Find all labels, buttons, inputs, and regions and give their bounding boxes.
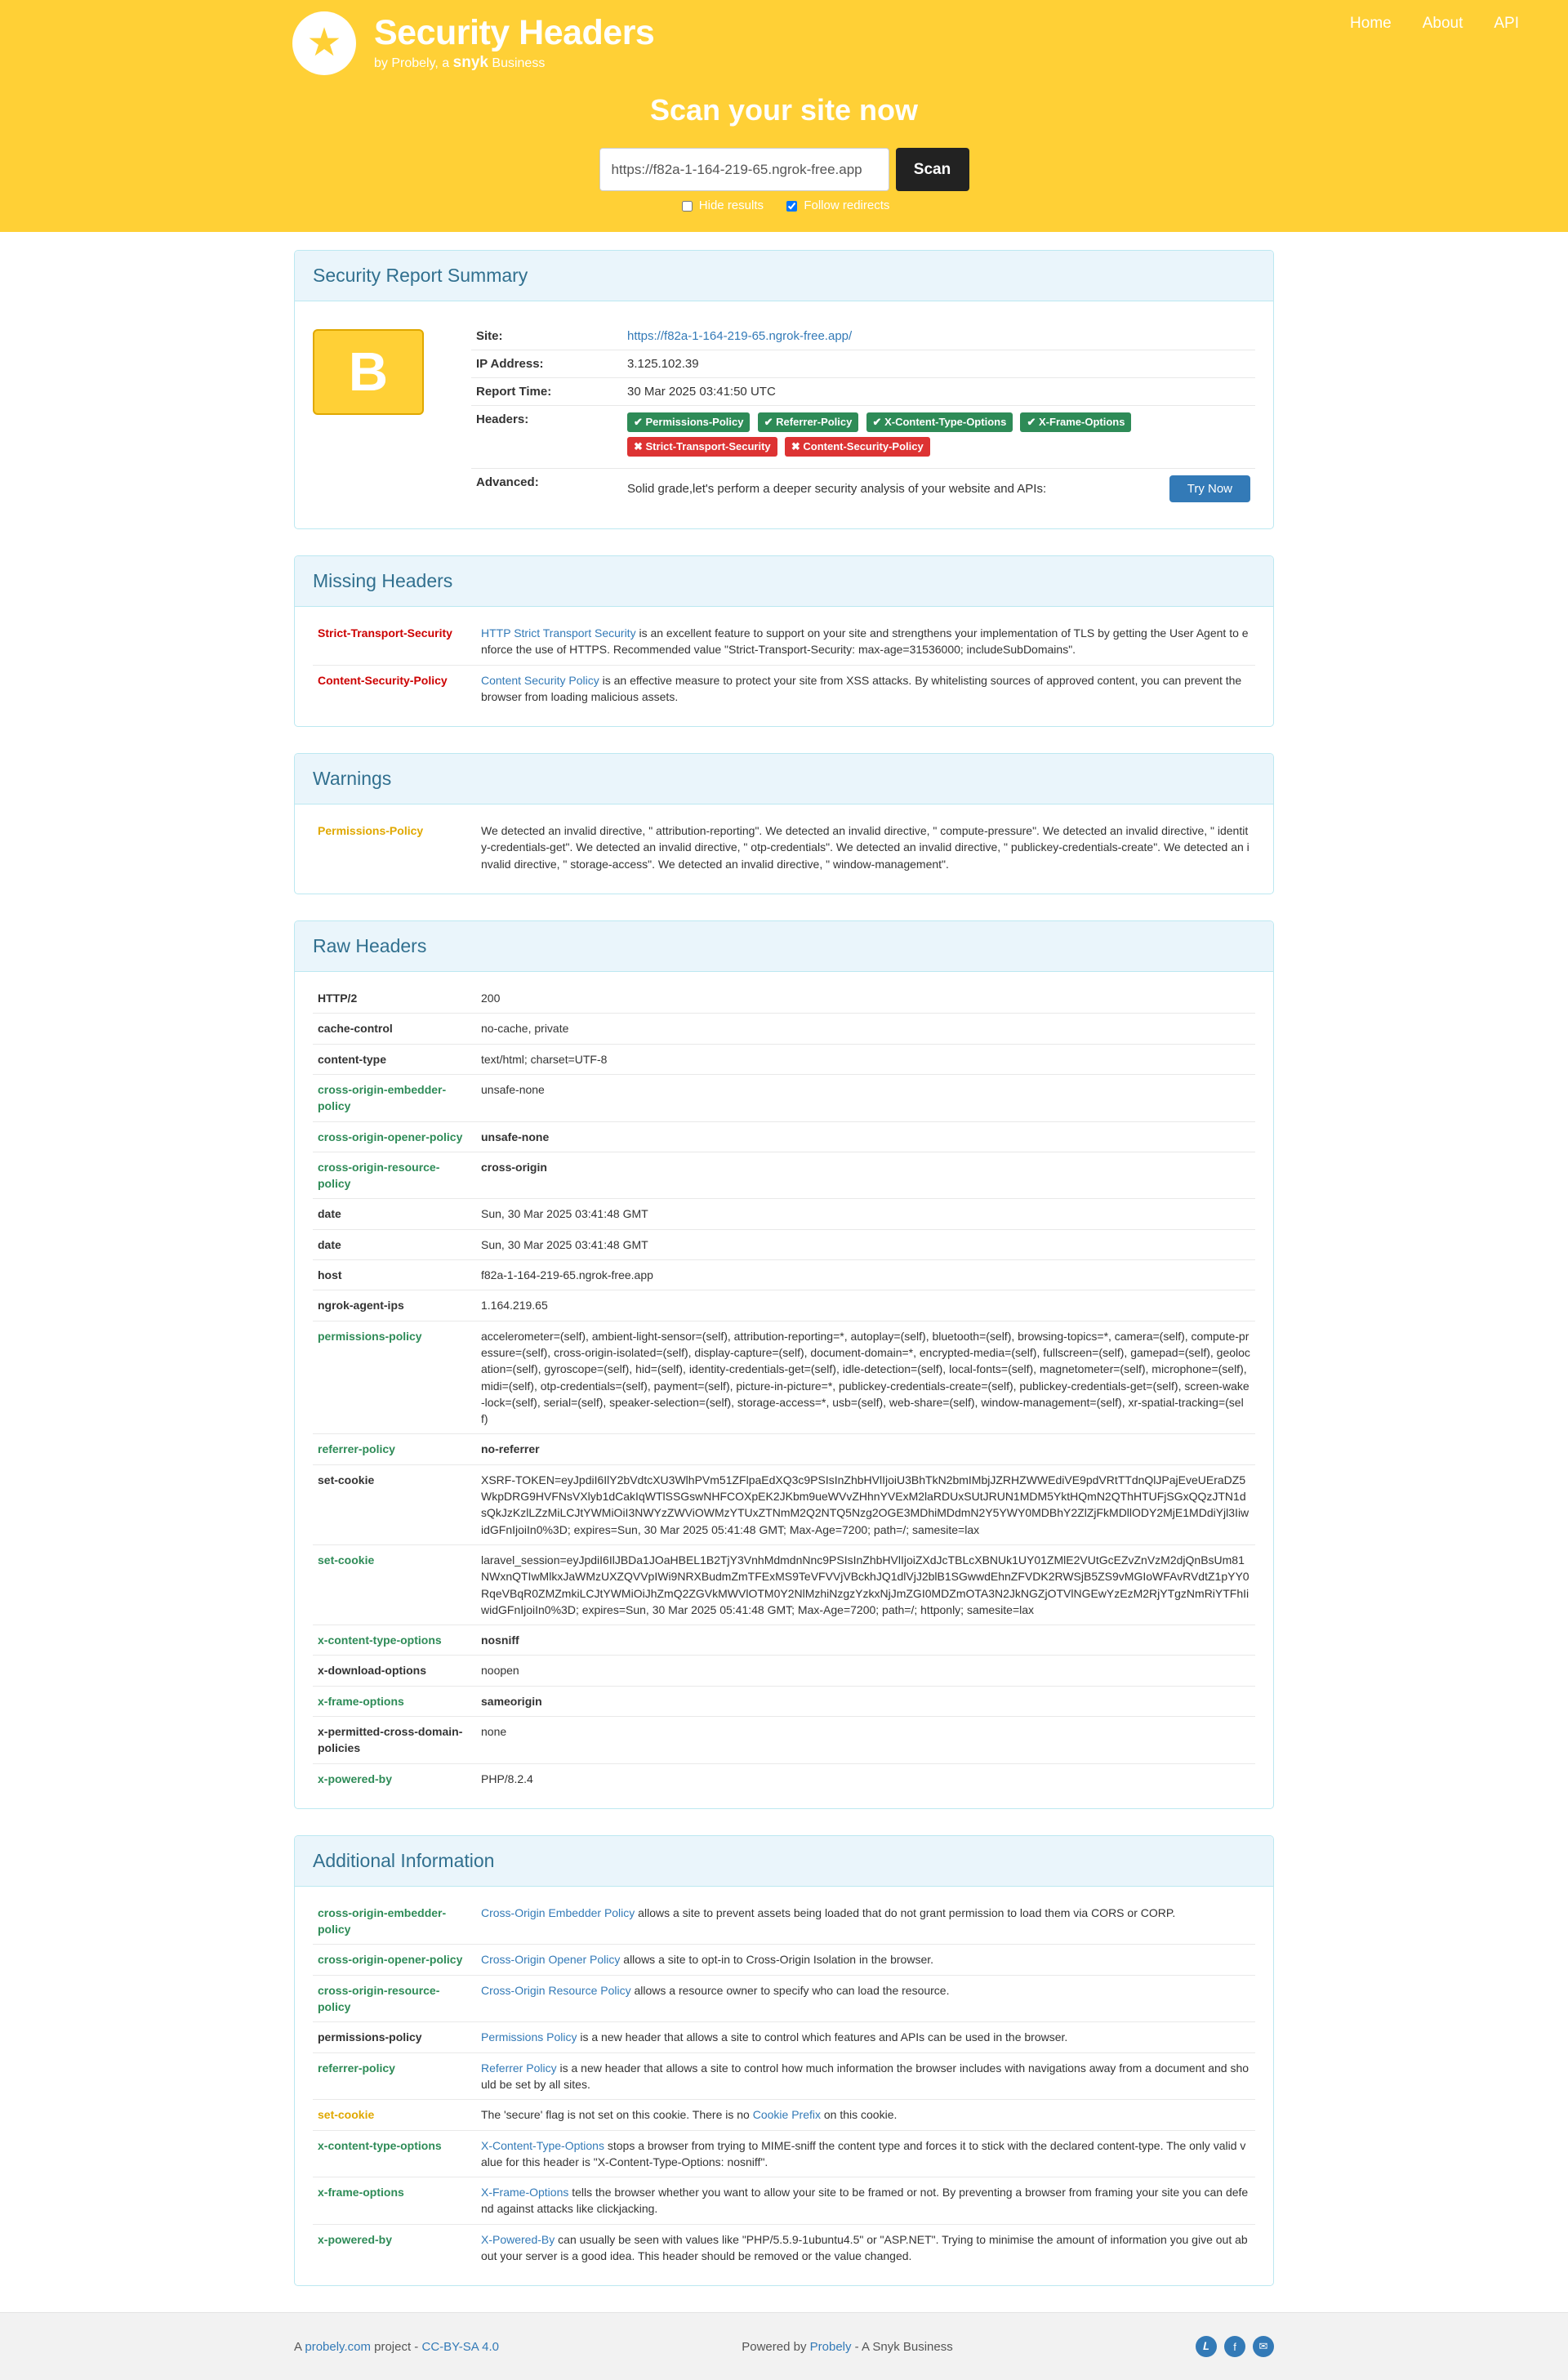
brand-subtitle-post: Business	[488, 56, 546, 70]
hide-results-option[interactable]	[679, 198, 768, 212]
missing-header-link[interactable]: HTTP Strict Transport Security	[481, 626, 636, 640]
additional-header-link[interactable]: Cross-Origin Resource Policy	[481, 1983, 631, 1997]
table-row	[313, 1321, 1255, 1434]
scan-url-input[interactable]	[599, 148, 889, 191]
status-badge: ✔ Referrer-Policy	[758, 412, 859, 432]
raw-header-name: x-content-type-options	[313, 1625, 476, 1656]
additional-header-text: allows a resource owner to specify who can load the resource.	[630, 1983, 950, 1997]
follow-redirects-checkbox[interactable]	[786, 201, 797, 212]
raw-header-name: HTTP/2	[313, 983, 476, 1014]
status-badge: ✖ Strict-Transport-Security	[627, 437, 777, 457]
raw-header-value: text/html; charset=UTF-8	[476, 1044, 1255, 1074]
powered-post-text: - A Snyk Business	[851, 2339, 953, 2354]
table-row	[313, 1763, 1255, 1794]
missing-panel-body	[295, 607, 1273, 726]
additional-header-text: allows a site to prevent assets being loaded that do not grant permission to load them via CORS or CORP.	[635, 1905, 1176, 1919]
raw-header-name: x-powered-by	[318, 1772, 393, 1785]
table-row	[313, 1199, 1255, 1229]
email-icon[interactable]: ✉	[1253, 2336, 1274, 2357]
additional-header-name: x-powered-by	[318, 2232, 393, 2246]
advanced-cell	[622, 469, 1255, 510]
missing-header-desc	[476, 665, 1255, 711]
additional-panel-title: Additional Information	[295, 1836, 1273, 1887]
summary-panel-title: Security Report Summary	[295, 251, 1273, 301]
report-time-value: 30 Mar 2025 03:41:50 UTC	[622, 378, 1255, 406]
scan-button[interactable]: Scan	[896, 148, 969, 191]
warnings-table	[313, 816, 1255, 879]
raw-header-name: x-frame-options	[313, 1686, 476, 1716]
brand[interactable]	[0, 11, 1568, 75]
additional-header-text: The 'secure' flag is not set on this cookie. There is no	[481, 2108, 753, 2122]
raw-header-name: x-permitted-cross-domain-policies	[313, 1716, 476, 1763]
scan-form	[0, 148, 1568, 191]
missing-header-desc	[476, 618, 1255, 665]
cookie-prefix-link[interactable]: Cookie Prefix	[752, 2108, 821, 2122]
raw-headers-panel-title: Raw Headers	[295, 921, 1273, 972]
raw-headers-panel-body	[295, 972, 1273, 1808]
table-row	[313, 1464, 1255, 1544]
raw-header-value: accelerometer=(self), ambient-light-sensor=(self), attribution-reporting=*, autoplay=(self), bluetooth=(self), browsing-topics=*, camera=(self), compute-pressure=(self), cross-origin-isolated=(self), display-capture=(self), document-domain=*, encrypted-media=(self), fullscreen=(self), gamepad=(self), geolocation=(self), gyroscope=(self), hid=(self), identity-credentials-get=(self), idle-detection=(self), local-fonts=(self), magnetometer=(self), microphone=(self), midi=(self), otp-credentials=(self), payment=(self), picture-in-picture=*, publickey-credentials-create=(self), publickey-credentials-get=(self), screen-wake-lock=(self), serial=(self), speaker-selection=(self), storage-access=*, usb=(self), web-share=(self), window-management=(self), xr-spatial-tracking=(self)	[476, 1321, 1255, 1434]
additional-header-link[interactable]: Cross-Origin Embedder Policy	[481, 1905, 635, 1919]
raw-header-name: referrer-policy	[313, 1434, 476, 1464]
additional-header-desc	[476, 2130, 1255, 2177]
raw-header-value: sameorigin	[476, 1686, 1255, 1716]
raw-header-value: PHP/8.2.4	[481, 1772, 533, 1785]
raw-header-value: unsafe-none	[476, 1074, 1255, 1121]
raw-header-value: f82a-1-164-219-65.ngrok-free.app	[476, 1260, 1255, 1290]
advanced-label: Advanced:	[476, 475, 539, 489]
summary-table	[471, 323, 1255, 509]
try-now-button[interactable]: Try Now	[1169, 475, 1250, 502]
footer-powered-by	[742, 2340, 952, 2354]
raw-header-name: set-cookie	[313, 1544, 476, 1625]
scan-options	[0, 198, 1568, 214]
additional-header-link[interactable]: X-Powered-By	[481, 2232, 555, 2246]
additional-header-desc	[476, 1945, 1255, 1975]
raw-header-name: permissions-policy	[313, 1321, 476, 1434]
raw-header-name: date	[313, 1229, 476, 1259]
additional-header-desc	[476, 2052, 1255, 2100]
star-logo-icon: ★	[292, 11, 356, 75]
additional-header-text: stops a browser from trying to MIME-sniff the content type and forces it to stick with the declared content-type. The only valid value for this header is "X-Content-Type-Options: nosniff".	[481, 2138, 1246, 2168]
table-row	[313, 1260, 1255, 1290]
table-row	[313, 2130, 1255, 2177]
additional-header-text: allows a site to opt-in to Cross-Origin Isolation in the browser.	[620, 1953, 934, 1967]
twitter-icon[interactable]: 𝑳	[1196, 2336, 1217, 2357]
footer-pre-text: A	[294, 2339, 305, 2354]
additional-header-name: referrer-policy	[313, 2052, 476, 2100]
additional-header-desc	[476, 1898, 1255, 1945]
table-row	[313, 665, 1255, 711]
summary-row-time	[471, 378, 1255, 406]
raw-header-value: 200	[476, 983, 1255, 1014]
hide-results-checkbox[interactable]	[682, 201, 693, 212]
summary-row-headers	[471, 406, 1255, 469]
powered-probely-link[interactable]: Probely	[809, 2339, 852, 2354]
warnings-panel-title: Warnings	[295, 754, 1273, 804]
license-link[interactable]: CC-BY-SA 4.0	[421, 2339, 499, 2354]
raw-header-value: no-cache, private	[476, 1014, 1255, 1044]
security-report-summary-panel	[294, 250, 1274, 529]
additional-header-desc	[476, 2224, 1255, 2271]
headers-pill-list	[622, 406, 1255, 469]
additional-header-name: set-cookie	[313, 2100, 476, 2130]
summary-row-advanced	[471, 469, 1255, 510]
raw-header-name: content-type	[313, 1044, 476, 1074]
additional-header-link[interactable]: X-Content-Type-Options	[481, 2138, 604, 2152]
table-row	[313, 1152, 1255, 1199]
additional-header-text: can usually be seen with values like "PHP/5.5.9-1ubuntu4.5" or "ASP.NET". Trying to minimise the amount of information you give out about your server is a good idea. This header should be removed or the value changed.	[481, 2232, 1248, 2263]
raw-header-name: cross-origin-opener-policy	[313, 1121, 476, 1152]
additional-header-name: cross-origin-resource-policy	[313, 1975, 476, 2022]
brand-subtitle	[374, 54, 654, 72]
additional-header-text: is a new header that allows a site to control which features and APIs can be used in the browser.	[577, 2030, 1068, 2044]
missing-header-text: is an excellent feature to support on your site and strengthens your implementation of TLS by getting the User Agent to enforce the use of HTTPS. Recommended value "Strict-Transport-Security: max-age=31536000; includeSubDomains".	[481, 626, 1249, 657]
powered-pre-text: Powered by	[742, 2339, 810, 2354]
warning-header-name: Permissions-Policy	[318, 824, 424, 838]
site-label: Site:	[471, 323, 622, 350]
table-row	[313, 2100, 1255, 2130]
report-time-label: Report Time:	[471, 378, 622, 406]
site-header	[0, 0, 1568, 232]
table-row	[313, 1656, 1255, 1686]
social-links	[1196, 2336, 1274, 2357]
raw-header-value: cross-origin	[476, 1152, 1255, 1199]
raw-header-value: no-referrer	[476, 1434, 1255, 1464]
raw-header-name: cross-origin-embedder-policy	[313, 1074, 476, 1121]
footer-credits	[294, 2340, 499, 2354]
raw-header-value: none	[476, 1716, 1255, 1763]
additional-header-desc	[476, 2100, 1255, 2130]
additional-header-desc	[476, 2022, 1255, 2052]
raw-header-value: laravel_session=eyJpdiI6IlJBDa1JOaHBEL1B2TjY3VnhMdmdnNnc9PSIsInZhbHVlIjoiZXdJcTBLcXBNUk1UY01ZMlE2VUtGcEZvZnVzM2djQnBsUm81NWxnQTIwMlkxJaWMzUXZQVVpIWi9NRXBudmZmTFExMS9TeVFVVjVBckhJQ1dlVjJ2blB1SGwwdEhnZFVDK2RWSjB5ZS9vMGIoWFAvRVdtZ1pYY0RqeVBqR0ZMZmkiLCJtYWMiOiJhZmQ2ZGVkMWVlOTM0Y2NlMzhiNzgzYzkxNjJmZGI0MDZmOTA3N2JkNGZjOTVlNGEwYzEzM2RjYTgzNmRiYTFhIiwidGFnIjoiIn0%3D; expires=Sun, 30 Mar 2025 05:41:48 GMT; Max-Age=7200; path=/; httponly; samesite=lax	[476, 1544, 1255, 1625]
status-badge: ✔ Permissions-Policy	[627, 412, 750, 432]
summary-panel-body	[295, 301, 1273, 528]
ip-label: IP Address:	[471, 350, 622, 378]
footer-mid-text: project -	[370, 2339, 422, 2354]
additional-header-text: is a new header that allows a site to control how much information the browser includes with navigations away from a document and should be set by all sites.	[481, 2061, 1250, 2091]
raw-header-name: x-download-options	[313, 1656, 476, 1686]
table-row	[313, 1044, 1255, 1074]
table-row	[313, 2224, 1255, 2271]
additional-panel-body	[295, 1887, 1273, 2285]
raw-headers-table	[313, 983, 1255, 1794]
table-row	[313, 1014, 1255, 1044]
additional-header-desc	[476, 1975, 1255, 2022]
warning-text: We detected an invalid directive, " attribution-reporting". We detected an invalid directive, " compute-pressure". We detected an invalid directive, " identity-credentials-get". We detected an invalid directive, " otp-credentials". We detected an invalid directive, " publickey-credentials-create". We detected an invalid directive, " storage-access". We detected an invalid directive, " window-management".	[481, 824, 1250, 871]
brand-subtitle-pre: by Probely, a	[374, 56, 453, 70]
advanced-text: Solid grade,let's perform a deeper security analysis of your website and APIs:	[627, 482, 1047, 496]
table-row	[313, 1121, 1255, 1152]
additional-header-text-2: on this cookie.	[820, 2108, 898, 2122]
additional-header-link[interactable]: Referrer Policy	[481, 2061, 557, 2075]
facebook-icon[interactable]: f	[1224, 2336, 1245, 2357]
table-row	[313, 2022, 1255, 2052]
table-row	[313, 1074, 1255, 1121]
additional-header-text: tells the browser whether you want to allow your site to be framed or not. By preventing a browser from framing your site you can defend against attacks like clickjacking.	[481, 2186, 1249, 2216]
table-row	[313, 2052, 1255, 2100]
raw-header-value: Sun, 30 Mar 2025 03:41:48 GMT	[476, 1229, 1255, 1259]
missing-header-name: Strict-Transport-Security	[313, 618, 476, 665]
summary-row-site	[471, 323, 1255, 350]
status-badge: ✔ X-Content-Type-Options	[866, 412, 1013, 432]
raw-header-name: cross-origin-resource-policy	[313, 1152, 476, 1199]
additional-header-link[interactable]: Cross-Origin Opener Policy	[481, 1953, 621, 1967]
table-row	[313, 816, 1255, 879]
additional-header-desc	[476, 2177, 1255, 2225]
hide-results-label: Hide results	[698, 198, 764, 213]
additional-header-link[interactable]: Permissions Policy	[481, 2030, 577, 2044]
table-row	[313, 1625, 1255, 1656]
missing-headers-table	[313, 618, 1255, 711]
raw-header-value: 1.164.219.65	[476, 1290, 1255, 1321]
table-row	[313, 1434, 1255, 1464]
table-row	[313, 2177, 1255, 2225]
nav-item-home[interactable]: Home	[1350, 15, 1392, 32]
follow-redirects-option[interactable]	[783, 198, 889, 212]
headers-label: Headers:	[471, 406, 622, 469]
missing-headers-panel	[294, 555, 1274, 727]
raw-header-value: Sun, 30 Mar 2025 03:41:48 GMT	[476, 1199, 1255, 1229]
scan-heading: Scan your site now	[649, 93, 919, 127]
missing-header-text: is an effective measure to protect your site from XSS attacks. By whitelisting sources of approved content, you can prevent the browser from loading malicious assets.	[481, 673, 1242, 703]
raw-header-value: XSRF-TOKEN=eyJpdiI6IlY2bVdtcXU3WlhPVm51ZFlpaEdXQ3c9PSIsInZhbHVlIjoiU3BhTkN2bmIMbjJZRHZWWEdiVE9pdVRtTTdnQlJPajEveUEraDZ5WkpDRG9HVFNsVXlyb1dCakIqWTlSSGswNHFCOXpEK2JKbm9ueWVvZHhnYVExM2laRDUxSUtJRUN1MDM5YktHQmN2QThHTUFjSGxQQzJTN1dsQkJzKzlLZzMiLCJtYWMiOiI3NWYzZWViOWMzYTUxZTNmM2Q2NTQ5Nzg2OGE3MDhiMDdmN2Y5YWY0MDBhY2ZlZjFkMDllODY2MjE1MDdiYjl3IiwidGFnIjoiIn0%3D; expires=Sun, 30 Mar 2025 05:41:48 GMT; Max-Age=7200; path=/; samesite=lax	[476, 1464, 1255, 1544]
raw-header-name: host	[313, 1260, 476, 1290]
raw-header-name: ngrok-agent-ips	[313, 1290, 476, 1321]
grade-box	[313, 323, 424, 509]
page-content	[0, 232, 1568, 2286]
brand-text	[374, 15, 654, 71]
nav-item-api[interactable]: API	[1494, 15, 1519, 32]
missing-header-link[interactable]: Content Security Policy	[481, 673, 599, 687]
additional-header-name: x-frame-options	[313, 2177, 476, 2225]
table-row	[313, 1229, 1255, 1259]
missing-panel-title: Missing Headers	[295, 556, 1273, 607]
table-row	[313, 1290, 1255, 1321]
table-row	[313, 983, 1255, 1014]
probely-link[interactable]: probely.com	[305, 2339, 371, 2354]
warnings-panel-body	[295, 804, 1273, 894]
additional-information-panel	[294, 1835, 1274, 2286]
follow-redirects-label: Follow redirects	[804, 198, 890, 213]
ip-value: 3.125.102.39	[622, 350, 1255, 378]
raw-header-name: set-cookie	[313, 1464, 476, 1544]
raw-header-name: date	[313, 1199, 476, 1229]
raw-header-name: cache-control	[313, 1014, 476, 1044]
table-row	[313, 1544, 1255, 1625]
additional-header-name: cross-origin-opener-policy	[313, 1945, 476, 1975]
site-value-link[interactable]: https://f82a-1-164-219-65.ngrok-free.app/	[627, 329, 853, 343]
raw-header-value: noopen	[476, 1656, 1255, 1686]
table-row	[313, 1898, 1255, 1945]
raw-header-value: unsafe-none	[476, 1121, 1255, 1152]
nav-item-about[interactable]: About	[1422, 15, 1463, 32]
raw-header-value: nosniff	[476, 1625, 1255, 1656]
additional-header-name: permissions-policy	[313, 2022, 476, 2052]
table-row	[313, 1686, 1255, 1716]
snyk-wordmark: snyk	[452, 53, 488, 71]
additional-information-table	[313, 1898, 1255, 2271]
additional-header-name: cross-origin-embedder-policy	[313, 1898, 476, 1945]
warnings-panel	[294, 753, 1274, 894]
brand-title: Security Headers	[374, 13, 655, 53]
status-badge: ✖ Content-Security-Policy	[785, 437, 930, 457]
status-badge: ✔ X-Frame-Options	[1020, 412, 1131, 432]
table-row	[313, 618, 1255, 665]
raw-headers-panel	[294, 920, 1274, 1809]
additional-header-name: x-content-type-options	[313, 2130, 476, 2177]
site-footer	[0, 2312, 1568, 2380]
additional-header-link[interactable]: X-Frame-Options	[481, 2186, 569, 2199]
grade-value: B	[313, 329, 424, 415]
table-row	[313, 1975, 1255, 2022]
table-row	[313, 1716, 1255, 1763]
table-row	[313, 1945, 1255, 1975]
summary-row-ip	[471, 350, 1255, 378]
missing-header-name: Content-Security-Policy	[318, 673, 448, 687]
